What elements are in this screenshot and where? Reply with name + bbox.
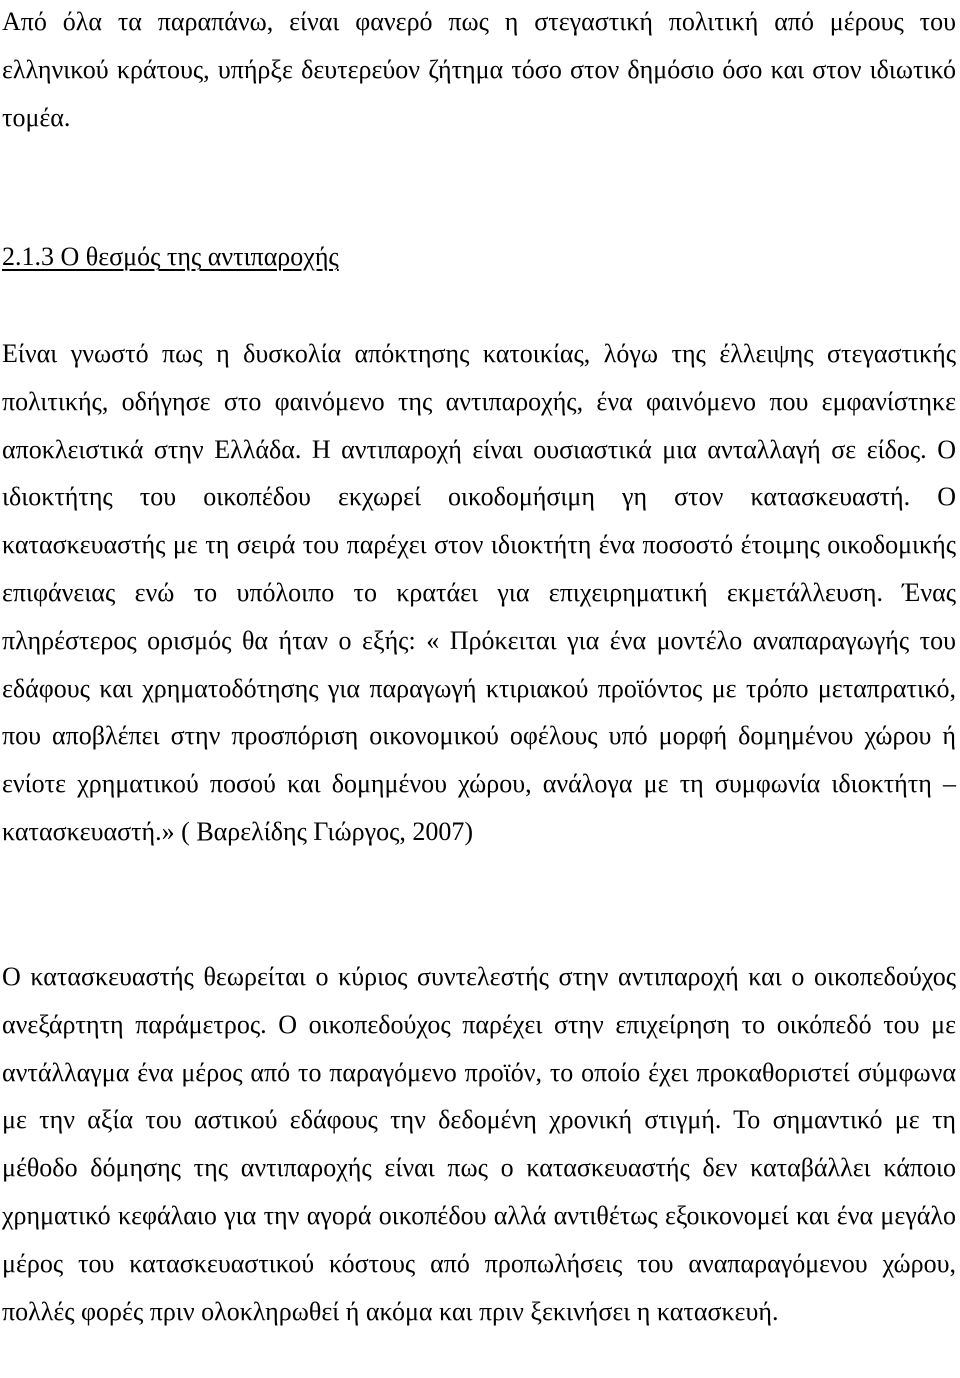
roles-paragraph: Ο κατασκευαστής θεωρείται ο κύριος συντελεστής στην αντιπαροχή και ο οικοπεδούχος ανεξάρτητη παράμετρος. Ο οικοπεδούχος παρέχει στην επιχείρηση το οικόπεδό του με αντάλλαγμα ένα μέρος από το παραγόμενο προϊόν, το οποίο έχει προκαθοριστεί σύμφωνα με την αξία του αστικού εδάφους την δεδομένη χρονική στιγμή. Το σημαντικό με τη μέθοδο δόμησης της αντιπαροχής είναι πως ο κατασκευαστής δεν καταβάλλει κάποιο χρηματικό κεφάλαιο για την αγορά οικοπέδου αλλά αντιθέτως εξοικονομεί και ένα μεγάλο μέρος του κατασκευαστικού κόστους από προπωλήσεις του αναπαραγόμενου χώρου, πολλές φορές πριν ολοκληρωθεί ή ακόμα και πριν ξεκινήσει η κατασκευή. [2,962,956,1326]
section-heading: 2.1.3 Ο θεσμός της αντιπαροχής [2,242,339,271]
intro-paragraph: Από όλα τα παραπάνω, είναι φανερό πως η στεγαστική πολιτική από μέρους του ελληνικού κράτους, υπήρξε δευτερεύον ζήτημα τόσο στον δημόσιο όσο και στον ιδιωτικό τομέα. [2,7,956,132]
definition-paragraph: Είναι γνωστό πως η δυσκολία απόκτησης κατοικίας, λόγω της έλλειψης στεγαστικής πολιτικής, οδήγησε στο φαινόμενο της αντιπαροχής, ένα φαινόμενο που εμφανίστηκε αποκλειστικά στην Ελλάδα. Η αντιπαροχή είναι ουσιαστικά μια ανταλλαγή σε είδος. Ο ιδιοκτήτης του οικοπέδου εκχωρεί οικοδομήσιμη γη στον κατασκευαστή. Ο κατασκευαστής με τη σειρά του παρέχει στον ιδιοκτήτη ένα ποσοστό έτοιμης οικοδομικής επιφάνειας ενώ το υπόλοιπο το κρατάει για επιχειρηματική εκμετάλλευση. Ένας πληρέστερος ορισμός θα ήταν ο εξής: « Πρόκειται για ένα μοντέλο αναπαραγωγής του εδάφους και χρηματοδότησης για παραγωγή κτιριακού προϊόντος με τρόπο μεταπρατικό, που αποβλέπει στην προσπόριση οικονομικού οφέλους υπό μορφή δομημένου χώρου ή ενίοτε χρηματικού ποσού και δομημένου χώρου, ανάλογα με τη συμφωνία ιδιοκτήτη – κατασκευαστή.» ( Βαρελίδης Γιώργος, 2007) [2,339,956,846]
